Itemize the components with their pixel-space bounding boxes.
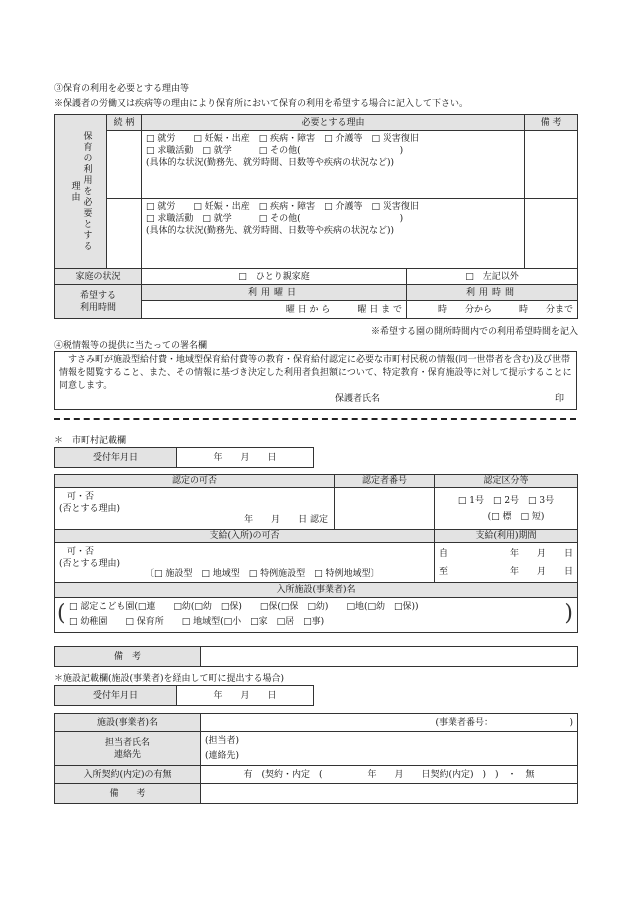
cert-no-label: 認定者番号 — [335, 475, 435, 488]
guardian-name-label: 保護者氏名 — [335, 394, 381, 404]
facility-name-label: 入所施設(事業者)名 — [55, 583, 578, 598]
municipal-remarks — [54, 646, 578, 667]
certification-table — [54, 474, 578, 633]
col-relation: 続 柄 — [107, 115, 142, 131]
cert-decision-cell[interactable]: 可・否 (否とする理由) 年 月 日 認定 — [55, 488, 335, 530]
reason-side-label: 保育の利用を必要とする理由 — [55, 115, 107, 269]
relation-cell-2[interactable] — [107, 199, 142, 269]
cert-no-cell[interactable] — [335, 488, 435, 530]
use-day-label: 利用曜日 — [142, 285, 407, 301]
pay-label: 支給(入所)の可否 — [55, 530, 435, 543]
facility-received — [54, 685, 314, 706]
section3-note: ※保護者の労働又は疾病等の理由により保育所において保育の利用を希望する場合に記入して下さい。 — [54, 99, 469, 109]
contract-label: 入所契約(内定)の有無 — [55, 766, 201, 784]
contact-cell[interactable]: (担当者) (連絡先) — [201, 732, 578, 766]
received-label: 受付年月日 — [55, 448, 177, 468]
remarks-cell-2[interactable] — [525, 199, 578, 269]
facility-name-label: 施設(事業者)名 — [55, 714, 201, 732]
divider — [54, 418, 576, 420]
contact-label: 担当者氏名 連絡先 — [55, 732, 201, 766]
consent-box — [54, 351, 577, 410]
family-label: 家庭の状況 — [55, 269, 142, 285]
facility-received-label: 受付年月日 — [55, 686, 177, 706]
cert-class-cell[interactable]: □ 1号 □ 2号 □ 3号 (□ 標 □ 短) — [435, 488, 578, 530]
contract-cell[interactable]: 有 (契約・内定 ( 年 月 日契約(内定) ) ) ・ 無 — [201, 766, 578, 784]
remarks-cell-1[interactable] — [525, 131, 578, 199]
municipal-remarks-label: 備 考 — [55, 647, 201, 667]
facility-remarks-cell[interactable] — [201, 784, 578, 804]
use-time-label: 利用時間 — [407, 285, 578, 301]
facility-received-date[interactable]: 年 月 日 — [177, 686, 314, 706]
family-option-single[interactable]: □ ひとり親家庭 — [142, 269, 407, 285]
pay-period-label: 支給(利用)期間 — [435, 530, 578, 543]
facility-name-cell[interactable]: (事業者番号： ) — [201, 714, 578, 732]
pay-period-cell[interactable]: 自 年 月 日 至 年 月 日 — [435, 543, 578, 583]
col-reason: 必要とする理由 — [142, 115, 525, 131]
municipal-remarks-cell[interactable] — [201, 647, 578, 667]
relation-cell-1[interactable] — [107, 131, 142, 199]
cert-class-label: 認定区分等 — [435, 475, 578, 488]
section4-title: ④税情報等の提供に当たっての署名欄 — [54, 341, 208, 351]
col-remarks: 備 考 — [525, 115, 578, 131]
reason-table — [54, 114, 578, 319]
family-option-other[interactable]: □ 左記以外 — [407, 269, 578, 285]
time-note: ※希望する園の開所時間内での利用希望時間を記入 — [370, 327, 578, 337]
municipal-title: ＊ 市町村記載欄 — [54, 436, 127, 446]
municipal-received — [54, 447, 314, 468]
received-date[interactable]: 年 月 日 — [177, 448, 314, 468]
reason-cell-2[interactable]: □ 就労 □ 妊娠・出産 □ 疾病・障害 □ 介護等 □ 災害復旧 □ 求職活動 □ 就学 □ その他( ) (具体的な状況(勤務先、就労時間、日数等や疾病の状況など)) — [142, 199, 525, 269]
use-day-value[interactable]: 曜 日 か ら 曜 日 ま で — [142, 301, 407, 319]
cert-label: 認定の可否 — [55, 475, 335, 488]
facility-remarks-label: 備 考 — [55, 784, 201, 804]
seal-mark[interactable]: 印 — [554, 394, 564, 404]
wish-label: 希望する 利用時間 — [55, 285, 142, 319]
facility-section-title: ＊施設記載欄(施設(事業者)を経由して町に提出する場合) — [54, 674, 285, 684]
facility-table — [54, 713, 578, 804]
consent-text: すさみ町が施設型給付費・地域型保育給付費等の教育・保育給付認定に必要な市町村民税の情報(同一世帯者を含む)及び世帯情報を閲覧すること、また、その情報に基づき決定した利用者負担額について、特定教育・保育施設等に対して提示することに同意します。 — [59, 355, 572, 391]
section3-title: ③保育の利用を必要とする理由等 — [54, 84, 190, 94]
facility-type-cell[interactable]: ( ) □ 認定こども園(□連 □幼(□幼 □保) □保(□保 □幼) □地(□幼 □保)) □ 幼稚園 □ 保育所 □ 地域型(□小 □家 □居 □事) — [55, 598, 578, 633]
reason-cell-1[interactable]: □ 就労 □ 妊娠・出産 □ 疾病・障害 □ 介護等 □ 災害復旧 □ 求職活動 □ 就学 □ その他( ) (具体的な状況(勤務先、就労時間、日数等や疾病の状況など)) — [142, 131, 525, 199]
use-time-value[interactable]: 時 分から 時 分まで — [407, 301, 578, 319]
pay-decision-cell[interactable]: 可・否 (否とする理由) 〔□ 施設型 □ 地域型 □ 特例施設型 □ 特例地域型〕 — [55, 543, 435, 583]
